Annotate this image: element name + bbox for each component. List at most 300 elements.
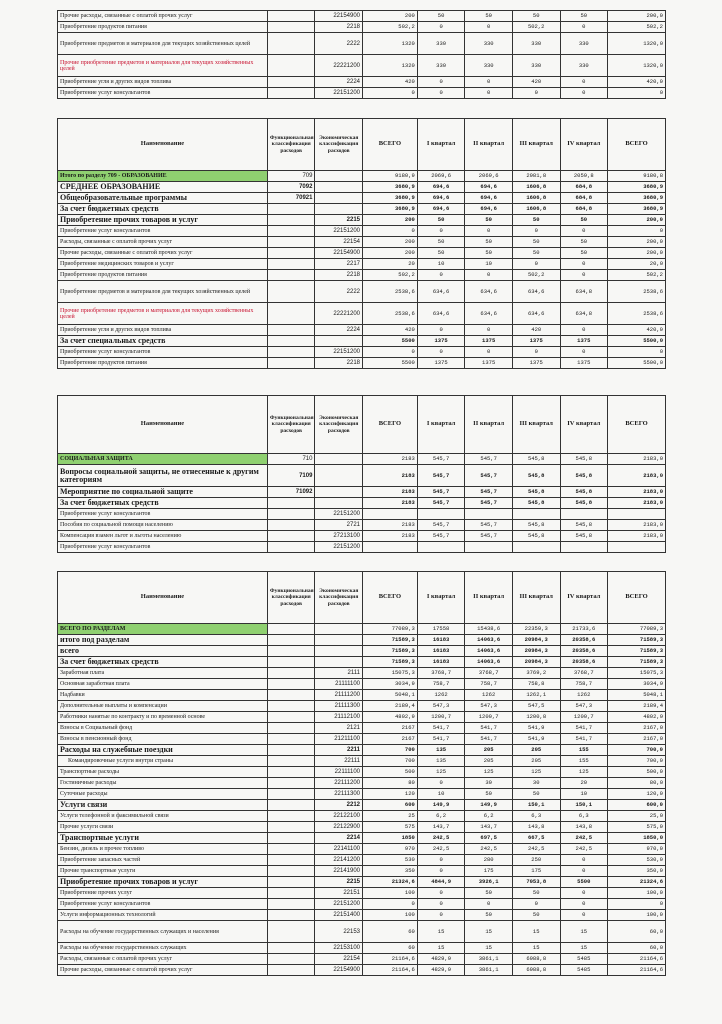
table-row — [58, 701, 666, 712]
row-value: 143,7 — [465, 822, 513, 833]
row-economic-code: 22154 — [315, 237, 363, 248]
row-value: 545,8 — [560, 454, 608, 465]
row-value: 3034,9 — [363, 679, 418, 690]
row-value: 30 — [465, 778, 513, 789]
header-functional-class: Функциональная классификация расходов — [267, 396, 315, 454]
row-functional-code — [267, 921, 315, 943]
row-value: 541,7 — [465, 723, 513, 734]
row-value: 1262 — [560, 690, 608, 701]
row-name: Приобретение медицинских товаров и услуг — [58, 259, 268, 270]
row-value: 667,5 — [512, 833, 560, 844]
row-value: 2183 — [363, 498, 418, 509]
row-value: 135 — [417, 745, 465, 756]
row-value: 0 — [560, 270, 608, 281]
row-value: 71589,3 — [363, 657, 418, 668]
row-functional-code — [267, 226, 315, 237]
row-value — [417, 509, 465, 520]
table-row — [58, 454, 666, 465]
row-value: 502,2 — [608, 270, 666, 281]
row-value: 200,0 — [608, 11, 666, 22]
row-functional-code — [267, 33, 315, 55]
row-economic-code: 22111100 — [315, 767, 363, 778]
row-value — [417, 542, 465, 553]
row-value: 20 — [363, 259, 418, 270]
row-name: Заработная плата — [58, 668, 268, 679]
row-value: 1262 — [417, 690, 465, 701]
row-value: 330 — [560, 55, 608, 77]
table-row — [58, 712, 666, 723]
row-name: Надбавки — [58, 690, 268, 701]
row-economic-code: 22141200 — [315, 855, 363, 866]
row-value: 0 — [417, 270, 465, 281]
row-value: 634,6 — [417, 303, 465, 325]
row-value: 502,2 — [608, 22, 666, 33]
table-row — [58, 910, 666, 921]
table-header-row — [58, 572, 666, 624]
row-value: 541,7 — [560, 723, 608, 734]
row-economic-code: 22122100 — [315, 811, 363, 822]
row-value: 541,7 — [560, 734, 608, 745]
row-name: Расходы на обучение государственных служащих и населения — [58, 921, 268, 943]
row-value: 149,9 — [465, 800, 513, 811]
row-economic-code — [315, 624, 363, 635]
row-value: 4844,9 — [417, 877, 465, 888]
row-functional-code — [267, 520, 315, 531]
row-economic-code: 22122900 — [315, 822, 363, 833]
row-value: 0 — [465, 226, 513, 237]
row-value: 21164,6 — [608, 965, 666, 976]
row-value: 21164,6 — [363, 954, 418, 965]
row-value: 6988,8 — [512, 965, 560, 976]
row-value: 634,8 — [560, 303, 608, 325]
row-economic-code: 22111 — [315, 756, 363, 767]
row-economic-code: 22151200 — [315, 347, 363, 358]
table-row — [58, 465, 666, 487]
row-value: 3926,1 — [465, 877, 513, 888]
row-economic-code: 22221200 — [315, 55, 363, 77]
row-economic-code — [315, 465, 363, 487]
table-row — [58, 844, 666, 855]
row-name: Прочие услуги связи — [58, 822, 268, 833]
row-name: Услуги связи — [58, 800, 268, 811]
header-economic-class: Экономическая классификация расходов — [315, 396, 363, 454]
row-name: Приобретение продуктов питания — [58, 270, 268, 281]
row-name: Основная заработная плата — [58, 679, 268, 690]
row-functional-code — [267, 899, 315, 910]
row-value: 0 — [560, 866, 608, 877]
row-value: 1850 — [363, 833, 418, 844]
row-name: Пособия по социальной помощи населению — [58, 520, 268, 531]
row-value: 3861,1 — [465, 954, 513, 965]
row-value: 575,0 — [608, 822, 666, 833]
row-value: 1200,7 — [560, 712, 608, 723]
row-value: 0 — [608, 88, 666, 99]
row-value: 0 — [512, 347, 560, 358]
row-value: 420 — [512, 77, 560, 88]
row-name: Приобретение предметов и материалов для текущих хозяйственных целей — [58, 33, 268, 55]
header-name: Наименование — [58, 396, 268, 454]
row-value: 0 — [417, 866, 465, 877]
row-value — [512, 542, 560, 553]
table-row — [58, 789, 666, 800]
row-value: 694,6 — [465, 204, 513, 215]
row-functional-code — [267, 943, 315, 954]
row-value: 15 — [560, 921, 608, 943]
table-row — [58, 215, 666, 226]
row-value: 20358,6 — [560, 657, 608, 668]
row-value — [560, 509, 608, 520]
table-row — [58, 800, 666, 811]
row-value: 634,8 — [560, 281, 608, 303]
row-value: 0 — [417, 325, 465, 336]
row-value: 50 — [465, 237, 513, 248]
table-row — [58, 77, 666, 88]
row-name: Итого по разделу 709 - ОБРАЗОВАНИЕ — [58, 171, 268, 182]
row-value: 71589,3 — [608, 657, 666, 668]
row-functional-code — [267, 281, 315, 303]
row-functional-code — [267, 833, 315, 844]
row-economic-code — [315, 193, 363, 204]
row-value: 0 — [465, 899, 513, 910]
table-row — [58, 954, 666, 965]
table-row — [58, 11, 666, 22]
row-value: 2069,6 — [417, 171, 465, 182]
row-value: 1606,8 — [512, 193, 560, 204]
row-value: 545,8 — [512, 465, 560, 487]
row-value: 545,8 — [512, 520, 560, 531]
row-value: 20 — [560, 778, 608, 789]
table-row — [58, 336, 666, 347]
table-row — [58, 248, 666, 259]
row-value: 10 — [465, 259, 513, 270]
row-value: 0 — [417, 22, 465, 33]
row-economic-code: 2211 — [315, 745, 363, 756]
header-functional-class: Функциональная классификация расходов — [267, 572, 315, 624]
row-economic-code: 22154 — [315, 954, 363, 965]
row-functional-code — [267, 723, 315, 734]
row-name: За счет бюджетных средств — [58, 498, 268, 509]
table-row — [58, 668, 666, 679]
header-functional-class: Функциональная классификация расходов — [267, 119, 315, 171]
row-value: 0 — [512, 226, 560, 237]
header-q4: IV квартал — [560, 396, 608, 454]
header-q3: III квартал — [512, 396, 560, 454]
row-value: 0 — [465, 325, 513, 336]
row-value: 700,0 — [608, 756, 666, 767]
row-value: 242,5 — [417, 844, 465, 855]
row-value: 242,5 — [512, 844, 560, 855]
row-value: 5500,0 — [608, 336, 666, 347]
row-value: 0 — [465, 22, 513, 33]
row-value: 50 — [465, 215, 513, 226]
row-value: 330 — [465, 33, 513, 55]
row-value: 5048,1 — [608, 690, 666, 701]
row-value: 50 — [512, 910, 560, 921]
row-name: Расходы, связанные с оплатой прочих услуг — [58, 954, 268, 965]
row-value: 0 — [465, 270, 513, 281]
row-value: 5500 — [560, 877, 608, 888]
row-value: 150,1 — [512, 800, 560, 811]
row-value: 50 — [512, 237, 560, 248]
row-value: 15075,3 — [608, 668, 666, 679]
row-value: 200 — [363, 248, 418, 259]
row-name: За счет бюджетных средств — [58, 657, 268, 668]
row-value: 700 — [363, 756, 418, 767]
row-value: 50 — [512, 11, 560, 22]
row-value: 1320 — [363, 55, 418, 77]
row-value: 330 — [417, 55, 465, 77]
row-value: 1375 — [465, 336, 513, 347]
row-functional-code — [267, 259, 315, 270]
row-value: 700,0 — [608, 745, 666, 756]
row-value: 0 — [363, 899, 418, 910]
table-row — [58, 657, 666, 668]
row-value: 2183,0 — [608, 487, 666, 498]
row-value: 15 — [465, 921, 513, 943]
row-value: 149,9 — [417, 800, 465, 811]
row-name: Приобретение прочих товаров и услуг — [58, 877, 268, 888]
row-value: 6,2 — [417, 811, 465, 822]
row-value: 20984,3 — [512, 646, 560, 657]
row-value: 547,3 — [560, 701, 608, 712]
row-value: 5048,1 — [363, 690, 418, 701]
row-value: 5500 — [363, 336, 418, 347]
row-name: Вопросы социальной защиты, не отнесенные к другим категориям — [58, 465, 268, 487]
row-functional-code: 710 — [267, 454, 315, 465]
table-row — [58, 877, 666, 888]
row-value: 6,2 — [465, 811, 513, 822]
row-value: 242,5 — [560, 833, 608, 844]
row-name: Взносы в пенсионный фонд — [58, 734, 268, 745]
table-row — [58, 756, 666, 767]
row-value: 0 — [512, 259, 560, 270]
row-value: 684,8 — [560, 204, 608, 215]
row-value: 143,7 — [417, 822, 465, 833]
table-row — [58, 498, 666, 509]
row-value: 205 — [465, 745, 513, 756]
row-economic-code: 21111100 — [315, 679, 363, 690]
table-row — [58, 88, 666, 99]
row-value: 3768,7 — [417, 668, 465, 679]
row-value: 1320,0 — [608, 55, 666, 77]
header-q2: II квартал — [465, 396, 513, 454]
row-value: 0 — [417, 888, 465, 899]
row-value: 77089,3 — [363, 624, 418, 635]
row-value: 970,0 — [608, 844, 666, 855]
row-value: 2189,4 — [608, 701, 666, 712]
row-value — [512, 509, 560, 520]
table-row — [58, 943, 666, 954]
row-value: 20358,6 — [560, 635, 608, 646]
row-value: 135 — [417, 756, 465, 767]
row-value: 50 — [512, 789, 560, 800]
row-value: 0 — [363, 88, 418, 99]
row-value: 155 — [560, 745, 608, 756]
row-value: 15 — [512, 921, 560, 943]
row-value: 502,2 — [512, 22, 560, 33]
row-value: 694,6 — [417, 193, 465, 204]
row-value: 60,0 — [608, 943, 666, 954]
row-economic-code: 22154900 — [315, 248, 363, 259]
row-functional-code — [267, 767, 315, 778]
row-functional-code — [267, 844, 315, 855]
row-value: 2183 — [363, 520, 418, 531]
row-value: 697,5 — [465, 833, 513, 844]
row-value: 77089,3 — [608, 624, 666, 635]
row-functional-code — [267, 509, 315, 520]
row-value: 2538,6 — [608, 303, 666, 325]
row-value: 125 — [512, 767, 560, 778]
row-value: 14063,6 — [465, 657, 513, 668]
row-functional-code — [267, 646, 315, 657]
row-value — [363, 509, 418, 520]
table-row — [58, 509, 666, 520]
row-value: 2183 — [363, 531, 418, 542]
row-name: Мероприятие по социальной защите — [58, 487, 268, 498]
row-value: 634,6 — [512, 281, 560, 303]
row-value: 2069,6 — [465, 171, 513, 182]
row-economic-code: 2721 — [315, 520, 363, 531]
row-value: 4829,9 — [417, 965, 465, 976]
row-value: 634,6 — [465, 281, 513, 303]
row-value: 20984,3 — [512, 635, 560, 646]
header-economic-class: Экономическая классификация расходов — [315, 572, 363, 624]
row-value: 2538,6 — [363, 281, 418, 303]
row-value: 30 — [512, 778, 560, 789]
row-name: Расходы, связанные с оплатой прочих услуг — [58, 237, 268, 248]
row-functional-code — [267, 635, 315, 646]
row-value: 200,0 — [608, 248, 666, 259]
row-value: 2183 — [363, 487, 418, 498]
row-economic-code: 21211100 — [315, 734, 363, 745]
row-functional-code — [267, 734, 315, 745]
row-value: 0 — [363, 226, 418, 237]
row-value: 50 — [512, 215, 560, 226]
table-row — [58, 204, 666, 215]
row-value: 10 — [417, 789, 465, 800]
row-value: 22359,3 — [512, 624, 560, 635]
row-value: 3768,7 — [560, 668, 608, 679]
row-value: 21733,6 — [560, 624, 608, 635]
table-row — [58, 723, 666, 734]
row-value: 3680,9 — [363, 204, 418, 215]
row-value: 0 — [560, 855, 608, 866]
row-value: 60 — [363, 921, 418, 943]
row-value: 16183 — [417, 635, 465, 646]
row-value: 694,6 — [417, 182, 465, 193]
row-value: 0 — [417, 226, 465, 237]
row-value: 25,0 — [608, 811, 666, 822]
row-value: 2167 — [363, 734, 418, 745]
row-value: 16183 — [417, 657, 465, 668]
row-value: 120 — [363, 789, 418, 800]
header-q2: II квартал — [465, 572, 513, 624]
row-value: 541,7 — [417, 734, 465, 745]
row-value: 0 — [560, 888, 608, 899]
row-value — [465, 542, 513, 553]
row-name: Приобретение продуктов питания — [58, 358, 268, 369]
row-economic-code: 22151400 — [315, 910, 363, 921]
row-value: 155 — [560, 756, 608, 767]
row-name: Транспортные расходы — [58, 767, 268, 778]
row-value: 205 — [512, 756, 560, 767]
row-value: 0 — [608, 347, 666, 358]
table-row — [58, 55, 666, 77]
header-name: Наименование — [58, 119, 268, 171]
row-value: 50 — [512, 888, 560, 899]
row-value: 200 — [363, 237, 418, 248]
row-economic-code: 2121 — [315, 723, 363, 734]
header-q1: I квартал — [417, 396, 465, 454]
row-value: 541,7 — [465, 734, 513, 745]
row-value: 420 — [512, 325, 560, 336]
row-name: Приобретение прочих услуг — [58, 888, 268, 899]
row-economic-code — [315, 204, 363, 215]
row-value: 250 — [512, 855, 560, 866]
row-value: 20984,3 — [512, 657, 560, 668]
row-functional-code — [267, 789, 315, 800]
row-name: Гостиничные расходы — [58, 778, 268, 789]
row-value: 50 — [417, 215, 465, 226]
table-row — [58, 487, 666, 498]
row-value: 21164,6 — [608, 954, 666, 965]
row-value: 200 — [363, 215, 418, 226]
row-name: Приобретение услуг консультантов — [58, 88, 268, 99]
row-value: 71589,3 — [363, 635, 418, 646]
row-functional-code — [267, 270, 315, 281]
row-value: 0 — [560, 325, 608, 336]
header-total-2: ВСЕГО — [608, 396, 666, 454]
row-value: 0 — [560, 899, 608, 910]
row-value: 1375 — [465, 358, 513, 369]
row-economic-code: 22151200 — [315, 88, 363, 99]
row-value: 350 — [363, 866, 418, 877]
row-value: 541,9 — [512, 734, 560, 745]
row-name: За счет бюджетных средств — [58, 204, 268, 215]
row-value: 634,6 — [417, 281, 465, 303]
row-functional-code — [267, 701, 315, 712]
row-economic-code: 2218 — [315, 270, 363, 281]
row-functional-code — [267, 811, 315, 822]
row-value: 200 — [363, 11, 418, 22]
table-row — [58, 182, 666, 193]
row-economic-code: 22141900 — [315, 866, 363, 877]
row-value: 530 — [363, 855, 418, 866]
row-functional-code — [267, 88, 315, 99]
row-name: Прочие транспортные услуги — [58, 866, 268, 877]
table-row — [58, 833, 666, 844]
row-value: 2183 — [363, 465, 418, 487]
row-economic-code — [315, 182, 363, 193]
row-economic-code: 2215 — [315, 215, 363, 226]
row-value: 547,3 — [417, 701, 465, 712]
row-value: 4829,9 — [417, 954, 465, 965]
row-value: 100 — [363, 888, 418, 899]
row-value: 1850,0 — [608, 833, 666, 844]
table-row — [58, 171, 666, 182]
row-functional-code: 7109 — [267, 465, 315, 487]
row-value: 143,8 — [512, 822, 560, 833]
row-value: 2183,0 — [608, 498, 666, 509]
row-value: 545,8 — [560, 531, 608, 542]
row-value: 6,3 — [560, 811, 608, 822]
row-functional-code — [267, 303, 315, 325]
row-functional-code — [267, 358, 315, 369]
row-value: 17558 — [417, 624, 465, 635]
row-value: 2059,8 — [560, 171, 608, 182]
row-name: Общеобразовательные программы — [58, 193, 268, 204]
row-value: 545,7 — [417, 520, 465, 531]
